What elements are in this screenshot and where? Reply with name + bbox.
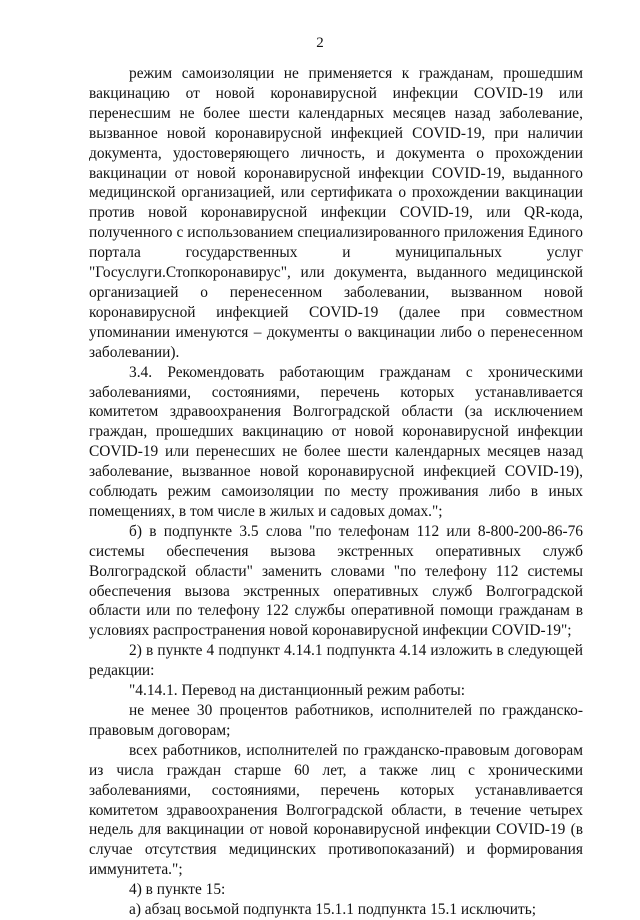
paragraph-subitem-b: б) в подпункте 3.5 слова "по телефонам 112 или 8-800-200-86-76 системы обеспечения вызова экстренных оперативных служб Волгоградской области" заменить словами "по телефону 112 системы обеспечения вызова экстренных оперативных служб Волгоградской области или по телефону 122 службы оперативной помощи гражданам в условиях распространения новой коронавирусной инфекции COVID-19"; [89, 522, 583, 640]
paragraph-item-2: 2) в пункте 4 подпункт 4.14.1 подпункта 4.14 изложить в следующей редакции: [89, 642, 583, 680]
document-body [89, 64, 583, 920]
paragraph-3-4: 3.4. Рекомендовать работающим гражданам с хроническими заболеваниями, состояниями, перечень которых устанавливается комитетом здравоохранения Волгоградской области (за исключением граждан, прошедших вакцинацию от новой коронавирусной инфекции COVID-19 или перенесших не более шести календарных месяцев назад заболевание, вызванное новой коронавирусной инфекцией COVID-19), соблюдать режим самоизоляции по месту проживания либо в иных помещениях, в том числе в жилых и садовых домах."; [89, 363, 583, 520]
page-number: 2 [316, 35, 324, 51]
paragraph-item-4: 4) в пункте 15: [129, 881, 226, 899]
paragraph-4-14-1-heading: "4.14.1. Перевод на дистанционный режим работы: [129, 682, 466, 700]
paragraph-self-isolation-exemption: режим самоизоляции не применяется к гражданам, прошедшим вакцинацию от новой коронавирусной инфекции COVID-19 или перенесшим не более шести календарных месяцев назад заболевание, вызванное новой коронавирусной инфекцией COVID-19, при наличии документа, удостоверяющего личность, и документа о прохождении вакцинации от новой коронавирусной инфекции COVID-19, выданного медицинской организацией, или сертификата о прохождении вакцинации против новой коронавирусной инфекции COVID-19, или QR-кода, полученного с использованием специализированного приложения Единого портала государственных и муниципальных услуг "Госуслуги.Стопкоронавирус", или документа, выданного медицинской организацией о перенесенном заболевании, вызванном новой коронавирусной инфекцией COVID-19 (далее при совместном упоминании именуются – документы о вакцинации либо о перенесенном заболевании). [89, 65, 583, 361]
paragraph-all-workers: всех работников, исполнителей по гражданско-правовым договорам из числа граждан старше 60 лет, а также лиц с хроническими заболеваниями, состояниями, перечень которых устанавливается комитетом здравоохранения Волгоградской области, в течение четырех недель для вакцинации от новой коронавирусной инфекции COVID-19 (в случае отсутствия медицинских противопоказаний) и формирования иммунитета."; [89, 741, 583, 879]
paragraph-30-percent: не менее 30 процентов работников, исполнителей по гражданско-правовым договорам; [89, 702, 583, 739]
paragraph-subitem-a: а) абзац восьмой подпункта 15.1.1 подпункта 15.1 исключить; [129, 901, 537, 919]
